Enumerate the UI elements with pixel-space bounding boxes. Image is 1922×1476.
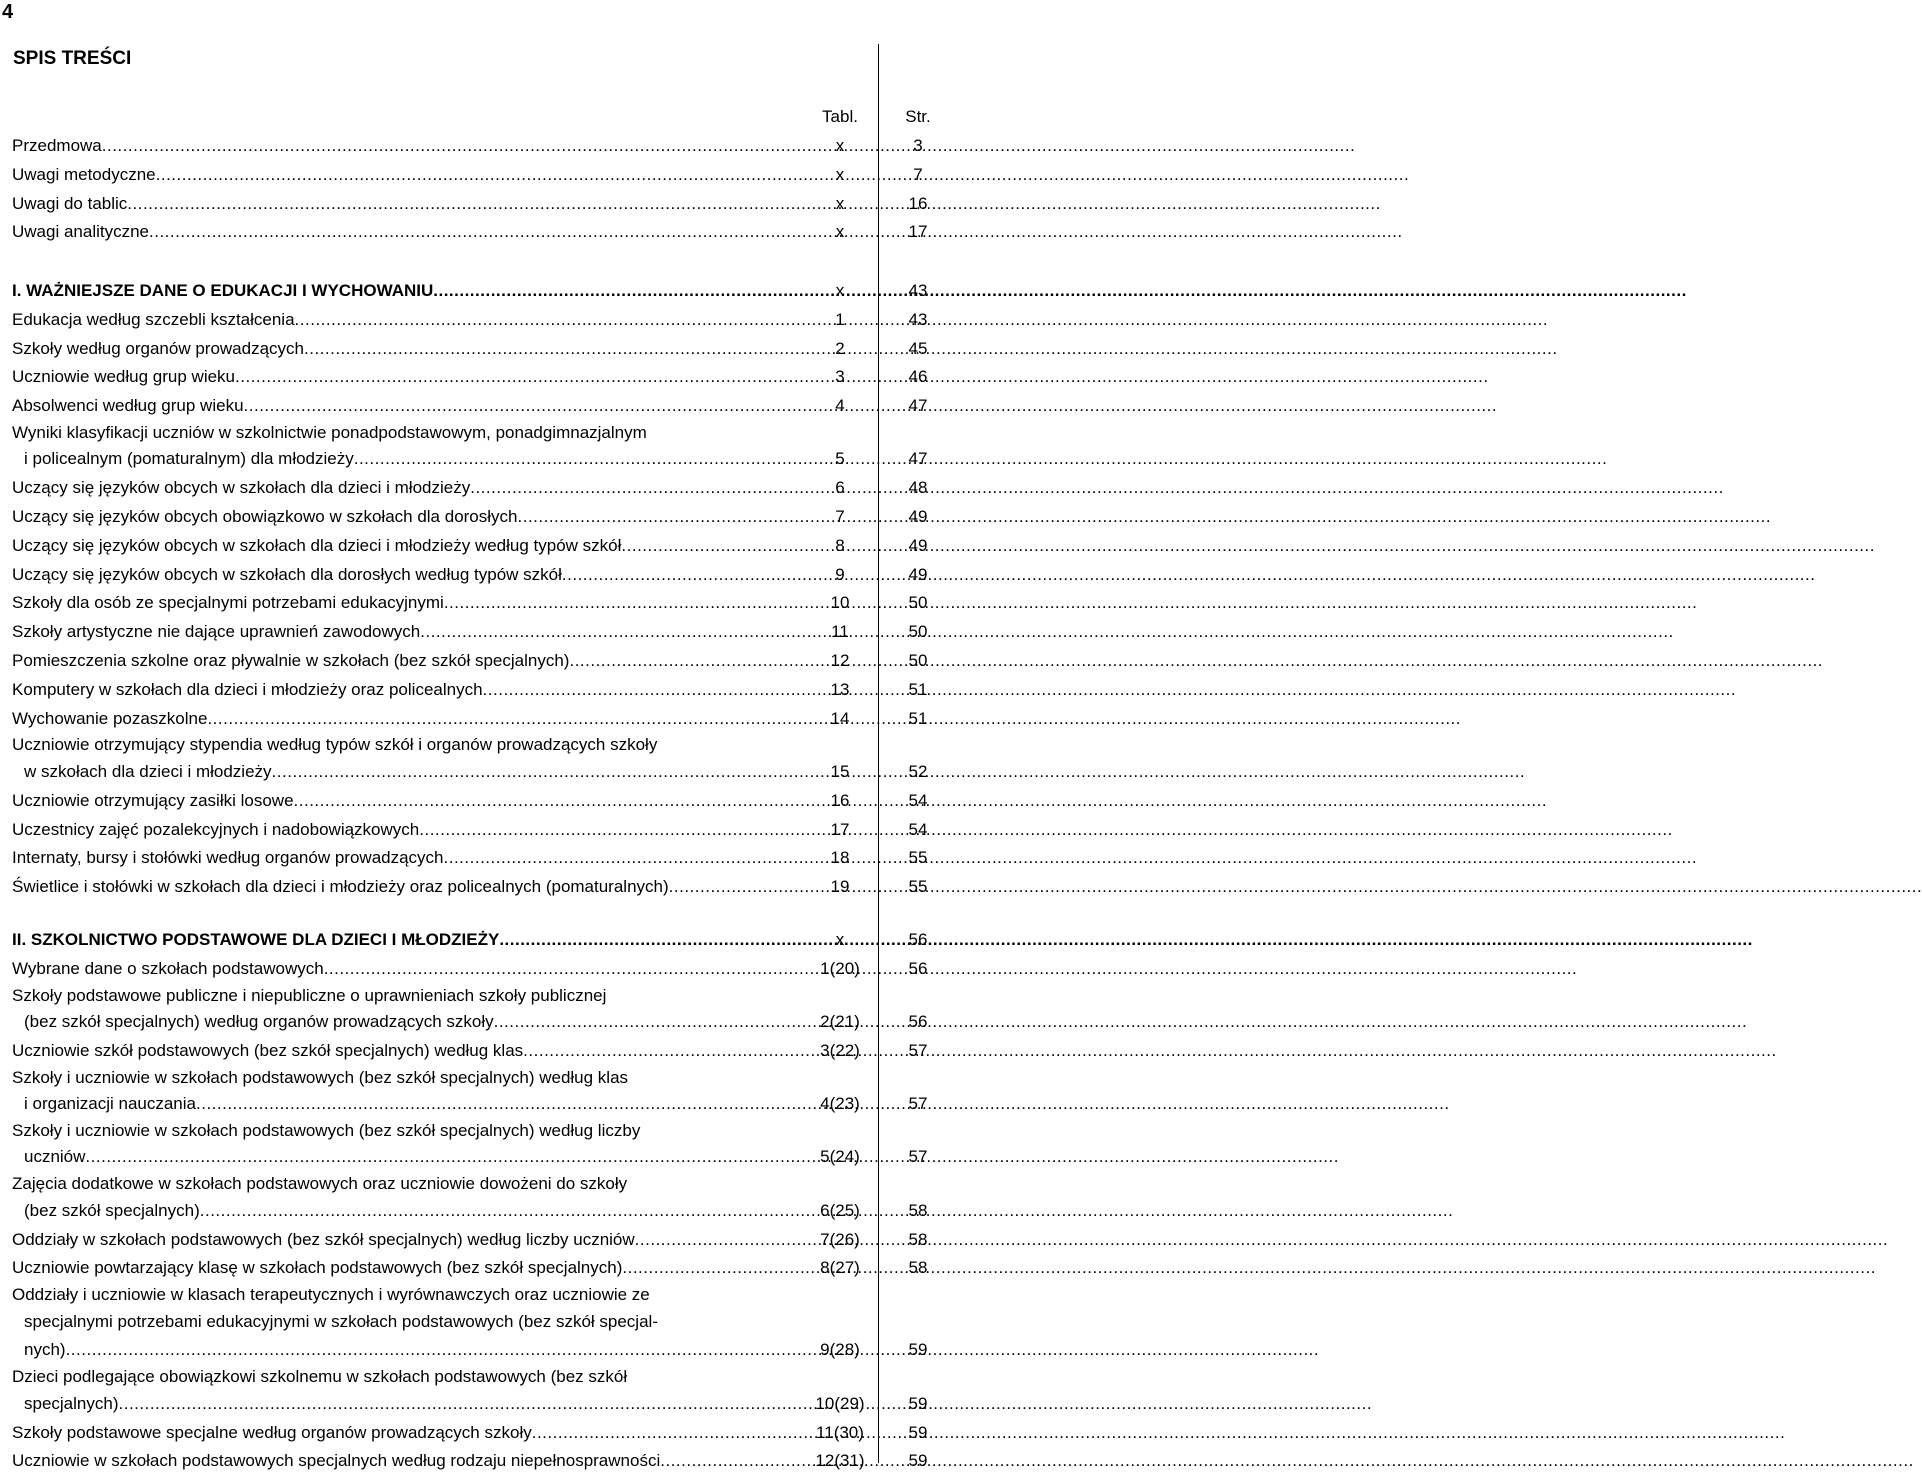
toc-entry[interactable] — [0, 787, 960, 816]
page-ref: 49 — [908, 535, 928, 555]
table-number: 14 — [830, 708, 850, 728]
toc-entry[interactable] — [0, 618, 960, 647]
toc-entry[interactable] — [0, 132, 960, 161]
toc-entry[interactable] — [0, 335, 960, 364]
table-number: 8(27) — [820, 1258, 860, 1278]
page-ref: 56 — [908, 1012, 928, 1032]
page-ref: 59 — [908, 1340, 928, 1360]
toc-entry-text: Uczący się języków obcych w szkołach dla dzieci i młodzieży według typów szkół — [12, 535, 622, 555]
dot-leader — [244, 392, 1498, 421]
toc-entry-text: Edukacja według szczebli kształcenia — [12, 309, 295, 329]
page-ref: 17 — [908, 222, 928, 242]
page-ref: 59 — [908, 1393, 928, 1413]
dot-leader — [66, 1336, 1320, 1365]
page-ref: 55 — [908, 848, 928, 868]
table-number: 9(28) — [820, 1340, 860, 1360]
dot-leader — [354, 445, 1608, 474]
page-ref: 56 — [908, 958, 928, 978]
toc-entry-text: Szkoły i uczniowie w szkołach podstawowych (bez szkół specjalnych) według liczby — [12, 1120, 641, 1140]
toc-entry[interactable] — [0, 532, 960, 561]
toc-entry-text: Uwagi metodyczne — [12, 164, 156, 184]
table-number: 5 — [835, 449, 845, 469]
toc-entry[interactable] — [0, 1419, 960, 1448]
toc-entry[interactable] — [0, 561, 960, 590]
toc-entry[interactable] — [0, 647, 960, 676]
table-number: 18 — [830, 848, 850, 868]
table-number: 17 — [830, 819, 850, 839]
toc-entry[interactable] — [0, 676, 960, 705]
toc-entry-text: Szkoły podstawowe publiczne i niepubliczne o uprawnieniach szkoły publicznej — [12, 985, 607, 1005]
page-ref: 47 — [908, 449, 928, 469]
dot-leader — [523, 1037, 1777, 1066]
toc-entry[interactable] — [0, 1226, 960, 1255]
toc-entry-text: Szkoły i uczniowie w szkołach podstawowych (bez szkół specjalnych) według klas — [12, 1067, 629, 1087]
toc-entry[interactable] — [0, 392, 960, 421]
page-ref: 47 — [908, 396, 928, 416]
toc-entry-text: Komputery w szkołach dla dzieci i młodzieży oraz policealnych — [12, 679, 483, 699]
page-ref: 46 — [908, 367, 928, 387]
toc-entry-text: Uczniowie szkół podstawowych (bez szkół specjalnych) według klas — [12, 1040, 524, 1060]
page-number: 4 — [2, 1, 14, 23]
toc-entry[interactable] — [0, 503, 960, 532]
page-ref: 48 — [908, 478, 928, 498]
toc-entry[interactable] — [0, 589, 960, 618]
table-number: 6(25) — [820, 1200, 860, 1220]
table-number: x — [835, 281, 845, 300]
toc-entry-text: I. WAŻNIEJSZE DANE O EDUKACJI I WYCHOWANIU — [12, 281, 434, 300]
table-number: 7 — [835, 507, 845, 527]
page-ref: 43 — [908, 281, 928, 300]
table-number: 5(24) — [820, 1147, 860, 1167]
dot-leader — [127, 190, 1381, 219]
toc-entry-text: Świetlice i stołówki w szkołach dla dzieci i młodzieży oraz policealnych (pomaturalnych) — [12, 877, 669, 897]
page-ref: 52 — [908, 761, 928, 781]
page-ref: 58 — [908, 1258, 928, 1278]
page-ref: 45 — [908, 338, 928, 358]
page-ref: 16 — [908, 193, 928, 213]
toc-entry-text: Internaty, bursy i stołówki według organów prowadzących — [12, 848, 444, 868]
page-ref: 54 — [908, 819, 928, 839]
toc-entry-text: Szkoły podstawowe specjalne według organów prowadzących szkoły — [12, 1422, 532, 1442]
toc-entry[interactable] — [0, 705, 960, 734]
page-ref: 7 — [913, 164, 923, 184]
toc-entry[interactable] — [0, 218, 960, 247]
dot-leader — [419, 816, 1673, 845]
toc-entry-text: uczniów — [24, 1147, 86, 1167]
toc-entry[interactable] — [0, 474, 960, 503]
page-ref: 58 — [908, 1200, 928, 1220]
toc-entry-text: Uczący się języków obcych w szkołach dla dorosłych według typów szkół — [12, 564, 562, 584]
page-ref: 57 — [908, 1094, 928, 1114]
toc-entry-text: Wychowanie pozaszkolne — [12, 708, 208, 728]
toc-entry[interactable] — [0, 844, 960, 873]
page-ref: 57 — [908, 1040, 928, 1060]
toc-entry-text: Uczestnicy zajęć pozalekcyjnych i nadobowiązkowych — [12, 819, 420, 839]
toc-entry[interactable] — [0, 984, 960, 1037]
toc-entry-text: Szkoły według organów prowadzących — [12, 338, 304, 358]
toc-entry-text: w szkołach dla dzieci i młodzieży — [24, 761, 272, 781]
toc-entry[interactable] — [0, 816, 960, 845]
page-ref: 50 — [908, 622, 928, 642]
page-ref: 58 — [908, 1229, 928, 1249]
table-number: 12 — [830, 651, 850, 671]
toc-entry[interactable] — [0, 161, 960, 190]
column-header-str: Str. — [905, 107, 931, 126]
dot-leader — [85, 1143, 1339, 1172]
table-number: 3 — [835, 367, 845, 387]
column-header-tabl: Tabl. — [822, 107, 858, 126]
toc-entry-text: Oddziały w szkołach podstawowych (bez szkół specjalnych) według liczby uczniów — [12, 1229, 635, 1249]
toc-entry[interactable] — [0, 1172, 960, 1225]
toc-entry[interactable] — [0, 926, 960, 955]
toc-entry[interactable] — [0, 1365, 960, 1418]
toc-entry[interactable] — [0, 1037, 960, 1066]
page-ref: 3 — [913, 136, 923, 155]
table-number: 3(22) — [820, 1040, 860, 1060]
dot-leader — [494, 1008, 1748, 1037]
page-ref: 51 — [908, 679, 928, 699]
table-number: x — [835, 136, 845, 155]
page-ref: 59 — [908, 1422, 928, 1442]
toc-entry[interactable] — [0, 1447, 960, 1476]
toc-entry[interactable] — [0, 306, 960, 335]
toc-entry-text: Uczniowie powtarzający klasę w szkołach podstawowych (bez szkół specjalnych) — [12, 1258, 623, 1278]
toc-entry-text: Oddziały i uczniowie w klasach terapeutycznych i wyrównawczych oraz uczniowie ze — [12, 1285, 650, 1305]
page-ref: 59 — [908, 1451, 928, 1471]
toc-entry-text: Uczniowie otrzymujący zasiłki losowe — [12, 790, 294, 810]
dot-leader — [470, 474, 1724, 503]
toc-entry-text: Szkoły artystyczne nie dające uprawnień zawodowych — [12, 622, 421, 642]
page-ref: 54 — [908, 790, 928, 810]
table-number: 2(21) — [820, 1012, 860, 1032]
toc-entry[interactable] — [0, 1283, 960, 1365]
table-number: 10 — [830, 593, 850, 613]
dot-leader — [119, 1390, 1373, 1419]
toc-entry-text: specjalnymi potrzebami edukacyjnymi w szkołach podstawowych (bez szkół specjal- — [24, 1311, 658, 1331]
dot-leader — [532, 1419, 1786, 1448]
table-number: x — [835, 193, 845, 213]
table-number: 4 — [835, 396, 845, 416]
dot-leader — [569, 647, 1823, 676]
dot-leader — [324, 955, 1578, 984]
table-number: 7(26) — [820, 1229, 860, 1249]
table-number: 10(29) — [815, 1393, 865, 1413]
toc-entry-text: Uwagi analityczne — [12, 222, 150, 242]
toc-entry[interactable] — [0, 955, 960, 984]
toc-section-2-list — [0, 926, 960, 1476]
table-number: 1(20) — [820, 958, 860, 978]
toc-entry-text: Wybrane dane o szkołach podstawowych — [12, 958, 324, 978]
toc-entry-text: i policealnym (pomaturalnym) dla młodzieży — [24, 449, 354, 469]
toc-entry-text: (bez szkół specjalnych) według organów prowadzących szkoły — [24, 1012, 494, 1032]
table-number: x — [835, 164, 845, 184]
dot-leader — [444, 589, 1698, 618]
toc-section-1-list — [0, 277, 960, 902]
toc-entry[interactable] — [0, 1119, 960, 1172]
toc-entry-text: Uczniowie otrzymujący stypendia według typów szkół i organów prowadzących szkoły — [12, 735, 658, 755]
toc-entry-text: (bez szkół specjalnych) — [24, 1200, 200, 1220]
toc-entry-text: Uczniowie według grup wieku — [12, 367, 236, 387]
table-number: x — [835, 930, 845, 949]
dot-leader — [420, 618, 1674, 647]
toc-entry-text: Uczniowie w szkołach podstawowych specjalnych według rodzaju niepełnosprawności — [12, 1451, 661, 1471]
page-ref: 49 — [908, 564, 928, 584]
toc-entry[interactable] — [0, 1254, 960, 1283]
toc-entry[interactable] — [0, 873, 960, 902]
toc-entry-text: Dzieci podlegające obowiązkowi szkolnemu w szkołach podstawowych (bez szkół — [12, 1367, 628, 1387]
table-number: 19 — [830, 877, 850, 897]
toc-entry[interactable] — [0, 277, 960, 306]
table-number: 2 — [835, 338, 845, 358]
page-ref: 43 — [908, 309, 928, 329]
toc-entry[interactable] — [0, 421, 960, 474]
toc-entry-text: specjalnych) — [24, 1393, 119, 1413]
toc-entry[interactable] — [0, 363, 960, 392]
dot-leader — [518, 503, 1772, 532]
table-number: 16 — [830, 790, 850, 810]
dot-leader — [149, 218, 1403, 247]
page-ref: 49 — [908, 507, 928, 527]
page-ref: 51 — [908, 708, 928, 728]
page-ref: 50 — [908, 651, 928, 671]
page-ref: 56 — [908, 930, 928, 949]
table-number: 9 — [835, 564, 845, 584]
dot-leader — [499, 926, 1753, 955]
toc-entry-text: Absolwenci według grup wieku — [12, 396, 244, 416]
toc-entry[interactable] — [0, 1066, 960, 1119]
table-number: 13 — [830, 679, 850, 699]
table-number: 11 — [831, 622, 849, 642]
toc-entry-text: Szkoły dla osób ze specjalnymi potrzebami edukacyjnymi — [12, 593, 444, 613]
toc-entry-text: Zajęcia dodatkowe w szkołach podstawowych oraz uczniowie dowożeni do szkoły — [12, 1174, 628, 1194]
dot-leader — [156, 161, 1410, 190]
table-number: 11(30) — [816, 1422, 864, 1442]
dot-leader — [444, 844, 1698, 873]
table-number: 4(23) — [820, 1094, 860, 1114]
toc-entry-text: Wyniki klasyfikacji uczniów w szkolnictwie ponadpodstawowym, ponadgimnazjalnym — [12, 422, 647, 442]
toc-entry-text: i organizacji nauczania — [24, 1094, 196, 1114]
page-ref: 57 — [908, 1147, 928, 1167]
dot-leader — [102, 132, 1356, 161]
toc-entry[interactable] — [0, 733, 960, 786]
table-number: 1 — [835, 309, 845, 329]
dot-leader — [483, 676, 1737, 705]
page-ref: 55 — [908, 877, 928, 897]
page-ref: 50 — [908, 593, 928, 613]
toc-entry[interactable] — [0, 190, 960, 219]
toc-entry-text: nych) — [24, 1340, 66, 1360]
toc-intro-list — [0, 132, 960, 247]
table-number: 12(31) — [815, 1451, 865, 1471]
toc-entry-text: Przedmowa — [12, 136, 102, 155]
dot-leader — [433, 277, 1687, 306]
toc-entry-text: Uwagi do tablic — [12, 193, 128, 213]
toc-entry-text: Uczący się języków obcych obowiązkowo w szkołach dla dorosłych — [12, 507, 518, 527]
table-number: 6 — [835, 478, 845, 498]
toc-entry-text: Uczący się języków obcych w szkołach dla dzieci i młodzieży — [12, 478, 471, 498]
table-number: x — [835, 222, 845, 242]
table-number: 15 — [830, 761, 850, 781]
toc-entry-text: Pomieszczenia szkolne oraz pływalnie w szkołach (bez szkół specjalnych) — [12, 651, 570, 671]
table-number: 8 — [835, 535, 845, 555]
toc-title: SPIS TREŚCI — [13, 48, 132, 69]
dot-leader — [562, 561, 1816, 590]
toc-entry-text: II. SZKOLNICTWO PODSTAWOWE DLA DZIECI I MŁODZIEŻY — [12, 930, 500, 949]
